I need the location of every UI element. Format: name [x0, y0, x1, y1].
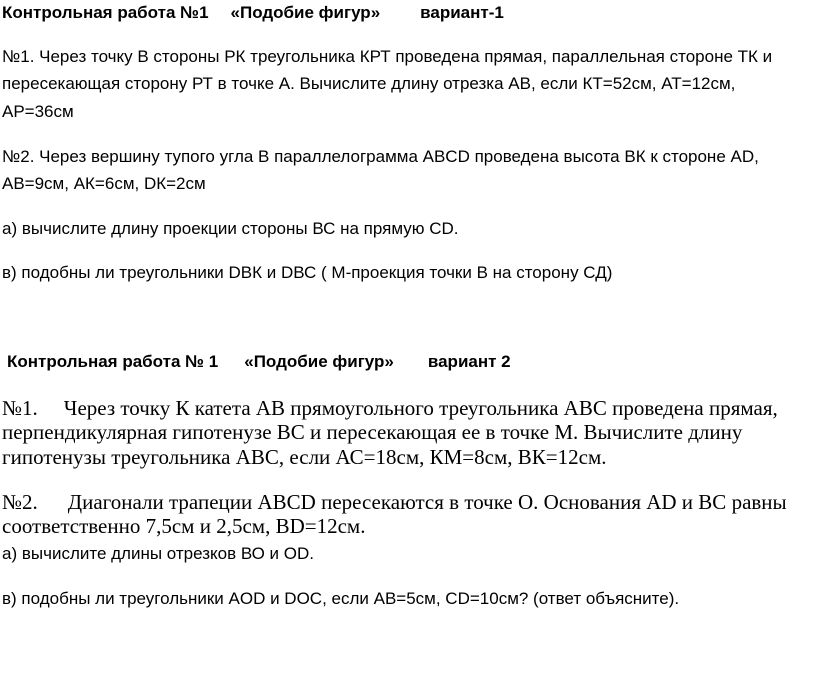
v2-task1-line-1 — [2, 396, 778, 420]
v2-task1-line-3: гипотенузы треугольника АВС, если АС=18см, КМ=8см, ВК=12см. — [2, 445, 607, 469]
v2-task2-number: №2. — [2, 490, 38, 514]
v2-task2-line-1 — [2, 490, 787, 514]
v1-task2-part-a: а) вычислите длину проекции стороны ВС на прямую CD. — [2, 219, 459, 238]
v1-task2-line-2: АВ=9см, АК=6см, DК=2см — [2, 174, 206, 193]
v2-task2-text-1: Диагонали трапеции ABCD пересекаются в точке О. Основания AD и ВС равны — [67, 490, 787, 514]
variant1-topic: «Подобие фигур» — [230, 3, 381, 22]
v1-task1-line-2: пересекающая сторону РТ в точке А. Вычислите длину отрезка АВ, если КТ=52см, АТ=12см, — [2, 74, 736, 93]
variant1-title: Контрольная работа №1 — [2, 3, 209, 22]
v2-task2-line-2: соответственно 7,5см и 2,5см, BD=12см. — [2, 514, 366, 538]
variant2-number: вариант 2 — [427, 352, 511, 371]
v2-task2-part-b: в) подобны ли треугольники AOD и DOC, если АВ=5см, CD=10см? (ответ объясните). — [2, 589, 680, 608]
v2-task1-text-1: Через точку К катета АВ прямоугольного треугольника АВС проведена прямая, — [63, 396, 778, 420]
v1-task2-line-1: №2. Через вершину тупого угла В параллелограмма ABCD проведена высота ВК к стороне AD, — [2, 147, 759, 166]
variant2-header — [7, 352, 511, 372]
variant1-header — [2, 3, 504, 23]
variant2-title: Контрольная работа № 1 — [7, 352, 219, 371]
variant1-number: вариант-1 — [420, 3, 504, 22]
variant2-topic: «Подобие фигур» — [244, 352, 394, 371]
v2-task1-line-2: перпендикулярная гипотенузе ВС и пересекающая ее в точке М. Вычислите длину — [2, 420, 743, 444]
v1-task1-line-1: №1. Через точку В стороны РК треугольника КРТ проведена прямая, параллельная стороне ТК и — [2, 47, 773, 66]
v2-task1-number: №1. — [2, 396, 38, 420]
v2-task2-part-a: а) вычислите длины отрезков ВО и OD. — [2, 544, 314, 563]
v1-task2-part-b: в) подобны ли треугольники DВК и DВС ( М-проекция точки В на сторону СД) — [2, 263, 613, 282]
v1-task1-line-3: АР=36см — [2, 102, 74, 121]
